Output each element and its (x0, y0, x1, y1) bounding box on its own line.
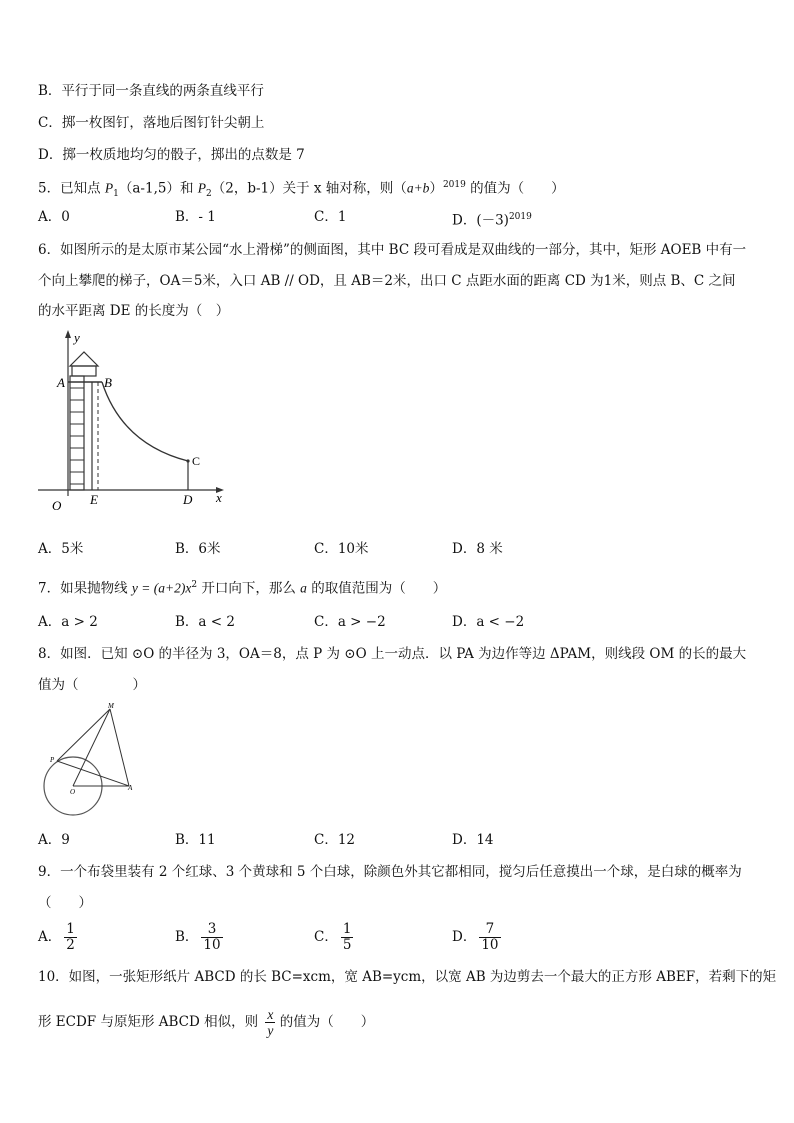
label-b: B (104, 375, 112, 390)
q6-option-a: A．5米 (38, 541, 84, 557)
q7-stem: 7．如果抛物线 $y = (a+2)x^2$ 开口向下，那么 a 的取值范围为（ ） (38, 580, 447, 597)
label-o: O (70, 788, 76, 796)
q5-option-c: C．1 (314, 209, 347, 225)
q9-option-b: B． $\frac{3}{10}$ (175, 921, 221, 953)
q4-option-c: C．掷一枚图钉，落地后图钉针尖朝上 (38, 115, 265, 131)
q9-stem-line2: （ ） (38, 895, 92, 911)
label-y: y (74, 330, 80, 345)
q6-stem-line3: 的水平距离 DE 的长度为（ ） (38, 303, 230, 319)
q8-option-b: B．11 (175, 832, 216, 848)
q5-option-a: A．0 (38, 209, 70, 225)
roof (70, 352, 98, 366)
q8-option-c: C．12 (314, 832, 356, 848)
q6-slide-figure (34, 326, 234, 516)
q9-option-c: C． $\frac{1}{5}$ (314, 921, 352, 953)
q7-option-d: D．a < −2 (452, 614, 525, 630)
ladder-frame (70, 376, 84, 490)
fraction: $\frac{3}{10}$ (203, 921, 221, 953)
q8-stem-line2: 值为（ ） (38, 677, 146, 693)
hyperbola-bc (102, 382, 188, 461)
tower-top (72, 366, 96, 376)
label-m: M (108, 702, 114, 710)
q6-option-c: C．10米 (314, 541, 369, 557)
q6-stem-line2: 个向上攀爬的梯子，OA＝5米，入口 AB // OD，且 AB＝2米，出口 C 点距水面的距离 CD 为1米，则点 B、C 之间 (38, 273, 736, 289)
q9-option-a: A． $\frac{1}{2}$ (38, 921, 75, 953)
q10-stem-line1: 10．如图，一张矩形纸片 ABCD 的长 BC=xcm，宽 AB=ycm，以宽 AB 为边剪去一个最大的正方形 ABEF，若剩下的矩 (38, 969, 777, 985)
q4-option-d: D．掷一枚质地均匀的骰子，掷出的点数是 7 (38, 147, 305, 163)
q8-stem-line1: 8．如图．已知 ⊙O 的半径为 3，OA＝8，点 P 为 ⊙O 上一动点．以 PA 为边作等边 ΔPAM，则线段 OM 的长的最大 (38, 646, 747, 662)
q8-circle-figure (34, 700, 144, 820)
q7-option-a: A．a > 2 (38, 614, 98, 630)
label-d: D (183, 492, 193, 507)
q8-option-a: A．9 (38, 832, 70, 848)
label-e: E (90, 492, 98, 507)
q4-option-b: B．平行于同一条直线的两条直线平行 (38, 83, 264, 99)
q6-option-d: D．8 米 (452, 541, 503, 557)
q9-stem-line1: 9．一个布袋里装有 2 个红球、3 个黄球和 5 个白球，除颜色外其它都相同，搅匀后任意摸出一个球，是白球的概率为 (38, 864, 742, 880)
q7-option-b: B．a < 2 (175, 614, 235, 630)
fraction-x-over-y: $\frac{x}{y}$ (267, 1007, 274, 1038)
q5-option-d: D．$(-3)^{2019}$ (452, 212, 532, 229)
q7-option-c: C．a > −2 (314, 614, 386, 630)
q8-option-d: D．14 (452, 832, 494, 848)
fraction: $\frac{1}{2}$ (66, 921, 75, 953)
fraction: $\frac{1}{5}$ (342, 921, 352, 953)
q9-option-d: D． $\frac{7}{10}$ (452, 921, 499, 953)
q5-stem: 5．已知点 $P_1(a-1,5)$和 $P_2(2$，b-1）关于 x 轴对称，则$(a+b)^{2019}$ 的值为（ ） (38, 180, 565, 200)
fraction: $\frac{7}{10}$ (481, 921, 499, 953)
q6-option-b: B．6米 (175, 541, 221, 557)
label-x: x (216, 490, 222, 505)
label-o: O (52, 498, 62, 513)
y-axis-arrow (65, 330, 71, 338)
q6-stem-line1: 6．如图所示的是太原市某公园“水上滑梯”的侧面图，其中 BC 段可看成是双曲线的一部分，其中，矩形 AOEB 中有一 (38, 242, 747, 258)
label-a: A (128, 784, 133, 792)
q10-stem-line2: 形 ECDF 与原矩形 ABCD 相似，则 $\frac{x}{y}$ 的值为（ ） (38, 1007, 375, 1038)
segment-pm (57, 709, 110, 761)
segment-om (73, 709, 110, 786)
segment-ma (110, 709, 129, 786)
label-a: A (57, 375, 65, 390)
q5-option-b: B．- 1 (175, 209, 216, 225)
label-c: C (192, 454, 201, 468)
label-p: P (50, 756, 55, 764)
